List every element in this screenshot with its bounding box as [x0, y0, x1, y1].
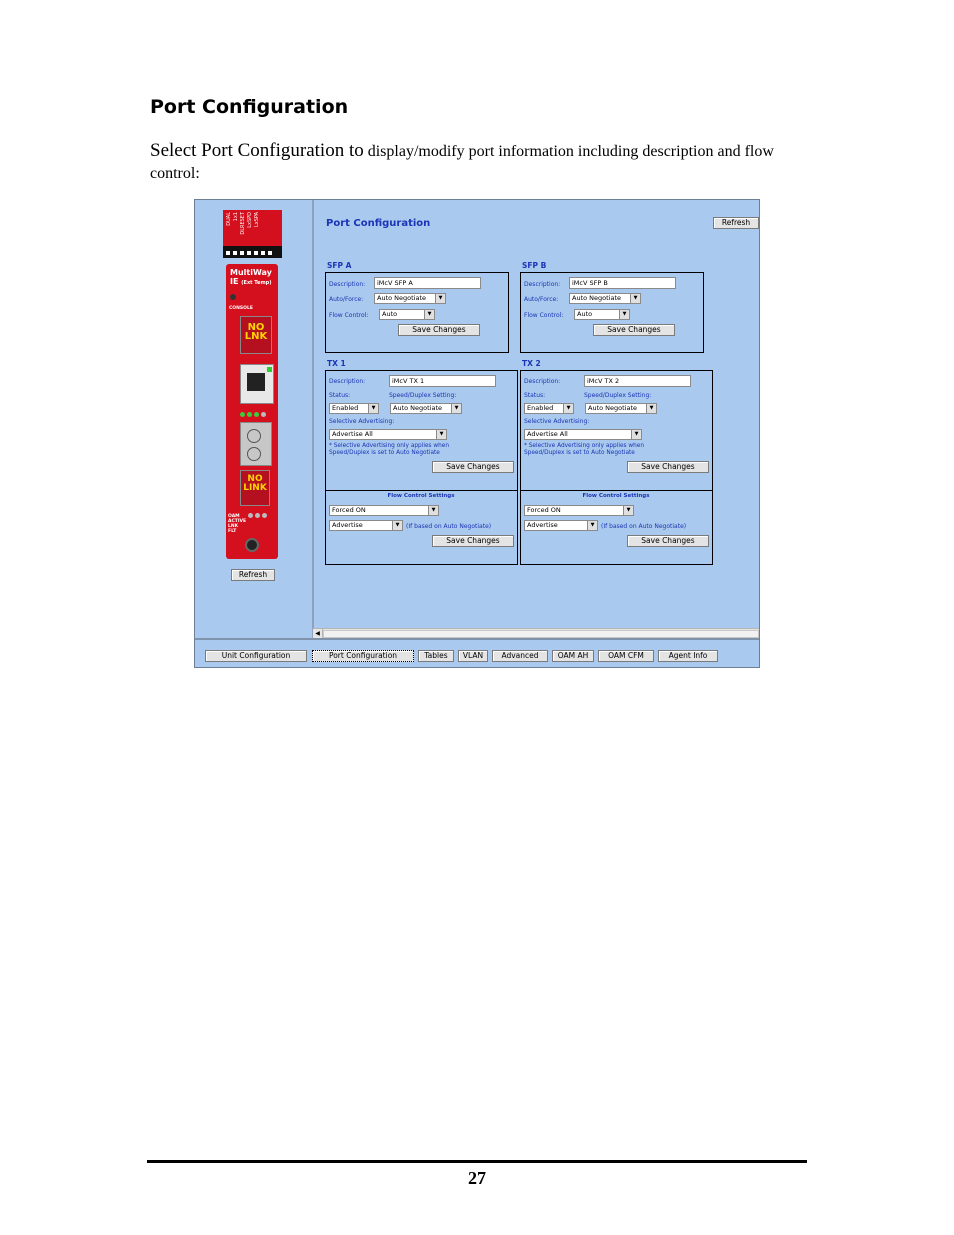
- model-sub: (Ext Temp): [241, 280, 272, 286]
- chevron-down-icon: ▼: [368, 404, 378, 413]
- dip-label-4: LxSPD: [247, 212, 253, 228]
- intro-paragraph: [150, 140, 810, 185]
- sfp-a-auto-label: Auto/Force:: [329, 296, 364, 303]
- intro-rest: display/modify port information including description and flow control:: [150, 143, 774, 182]
- refresh-button[interactable]: Refresh: [713, 217, 759, 229]
- device-frame: [195, 200, 314, 638]
- dip-label-3: DLRESET: [240, 212, 246, 235]
- status-led-icon: [261, 412, 266, 417]
- tx2-adv-select[interactable]: [524, 429, 642, 440]
- sfp-b-flow-label: Flow Control:: [524, 312, 564, 319]
- tx2-status-select[interactable]: [524, 403, 574, 414]
- tx2-desc-label: Description:: [524, 378, 561, 385]
- sfp-b-save-button[interactable]: Save Changes: [593, 324, 675, 336]
- sfp-a-flow-label: Flow Control:: [329, 312, 369, 319]
- lnk-label: LNK: [228, 524, 239, 529]
- tx1-divider: [326, 490, 517, 491]
- tx2-flow-value: Forced ON: [527, 506, 561, 514]
- chevron-down-icon: ▼: [451, 404, 461, 413]
- dip-switch-block: [223, 210, 282, 258]
- link-led-icon: [267, 367, 272, 372]
- oam-led-icon: [255, 513, 260, 518]
- tx1-speed-select[interactable]: [390, 403, 462, 414]
- dip-strip: [223, 246, 282, 258]
- tx2-save-button[interactable]: Save Changes: [627, 461, 709, 473]
- sfp-b-flow-value: Auto: [577, 310, 593, 318]
- chevron-down-icon: ▼: [392, 521, 402, 530]
- horizontal-scrollbar[interactable]: [313, 628, 759, 638]
- tx1-adv-label: Selective Advertising:: [329, 418, 395, 425]
- sfp-a-panel: [325, 272, 509, 353]
- page-heading: Port Configuration: [150, 96, 349, 118]
- tx2-speed-select[interactable]: [585, 403, 657, 414]
- tx2-panel: [520, 370, 713, 565]
- tx1-speed-value: Auto Negotiate: [393, 404, 443, 412]
- tx2-flow-save-button[interactable]: Save Changes: [627, 535, 709, 547]
- device-unit: [226, 264, 278, 559]
- port-config-frame: [313, 200, 759, 638]
- tx1-flow-adv-value: Advertise: [332, 521, 363, 529]
- tx2-flow-select[interactable]: [524, 505, 634, 516]
- tx1-flow-title: Flow Control Settings: [387, 493, 455, 499]
- sfp-b-desc-input[interactable]: iMcV SFP B: [569, 277, 676, 289]
- nav-oam-cfm[interactable]: OAM CFM: [598, 650, 654, 662]
- sfp-b-title: SFP B: [522, 261, 547, 270]
- dip-switch: [254, 251, 258, 255]
- oam-led-icon: [248, 513, 253, 518]
- chevron-down-icon: ▼: [587, 521, 597, 530]
- tx1-flow-adv-select[interactable]: [329, 520, 403, 531]
- web-ui-screenshot: [194, 199, 760, 668]
- tx2-desc-input[interactable]: iMcV TX 2: [584, 375, 691, 387]
- tx2-status-label: Status:: [524, 392, 546, 399]
- console-label: CONSOLE: [229, 306, 253, 311]
- oam-label: OAM: [228, 514, 240, 519]
- sfp-b-auto-value: Auto Negotiate: [572, 294, 622, 302]
- chevron-down-icon: ▼: [563, 404, 573, 413]
- sfp-a-lens-icon: [247, 429, 261, 443]
- tx2-speed-value: Auto Negotiate: [588, 404, 638, 412]
- sfp-b-panel: [520, 272, 704, 353]
- bottom-nav: [195, 638, 759, 668]
- tx2-flow-adv-note: (If based on Auto Negotiate): [601, 523, 687, 530]
- sfp-b-auto-select[interactable]: [569, 293, 641, 304]
- chevron-down-icon: ▼: [631, 430, 641, 439]
- thumbscrew-icon: [245, 538, 259, 552]
- tx2-flow-title: Flow Control Settings: [582, 493, 650, 499]
- nav-agent-info[interactable]: Agent Info: [658, 650, 718, 662]
- tx1-desc-input[interactable]: iMcV TX 1: [389, 375, 496, 387]
- tx1-speed-label: Speed/Duplex Setting:: [389, 392, 457, 399]
- sfp-a-auto-select[interactable]: [374, 293, 446, 304]
- tx1-adv-note: * Selective Advertising only applies when Speed/Duplex is set to Auto Negotiate: [329, 443, 450, 456]
- oam-labels: [228, 514, 246, 534]
- tx2-title: TX 2: [522, 359, 541, 368]
- dip-label-2: 1x1: [233, 212, 239, 222]
- nav-oam-ah[interactable]: OAM AH: [552, 650, 594, 662]
- model-line-2: IE: [230, 277, 239, 286]
- status-led-icon: [247, 412, 252, 417]
- sfp-a-title: SFP A: [327, 261, 352, 270]
- sfp-a-lens-icon: [247, 447, 261, 461]
- device-model: [230, 268, 272, 288]
- chevron-down-icon: ▼: [436, 430, 446, 439]
- sfp-a-desc-label: Description:: [329, 281, 366, 288]
- tx2-adv-label: Selective Advertising:: [524, 418, 590, 425]
- dip-switch: [268, 251, 272, 255]
- tx1-flow-adv-note: (If based on Auto Negotiate): [406, 523, 492, 530]
- nav-vlan[interactable]: VLAN: [458, 650, 488, 662]
- tx1-flow-select[interactable]: [329, 505, 439, 516]
- console-port-icon: [230, 294, 236, 300]
- chevron-down-icon: ▼: [630, 294, 640, 303]
- page-title: Port Configuration: [326, 218, 431, 229]
- model-line-1: MultiWay: [230, 268, 272, 277]
- sfp-b-auto-label: Auto/Force:: [524, 296, 559, 303]
- dip-label-1: DUAL: [226, 212, 232, 226]
- device-refresh-button[interactable]: Refresh: [231, 569, 275, 581]
- chevron-down-icon: ▼: [424, 310, 434, 319]
- dip-switch: [233, 251, 237, 255]
- tx2-divider: [521, 490, 712, 491]
- rj45-jack-icon: [247, 373, 265, 391]
- nav-port-configuration[interactable]: Port Configuration: [312, 650, 414, 662]
- tx1-status-label: Status:: [329, 392, 351, 399]
- nav-unit-configuration[interactable]: Unit Configuration: [205, 650, 307, 662]
- footer-rule: [147, 1160, 807, 1163]
- status-led-icon: [240, 412, 245, 417]
- sfp-b-port-nolink: NO LINK: [240, 470, 270, 506]
- tx2-flow-adv-select[interactable]: [524, 520, 598, 531]
- scrollbar-thumb[interactable]: [323, 630, 759, 638]
- flt-label: FLT: [228, 529, 237, 534]
- tx1-status-value: Enabled: [332, 404, 359, 412]
- chevron-down-icon: ▼: [623, 506, 633, 515]
- sfp-b-desc-label: Description:: [524, 281, 561, 288]
- tx1-flow-value: Forced ON: [332, 506, 366, 514]
- intro-lead: Select Port Configuration to: [150, 140, 364, 161]
- tx1-desc-label: Description:: [329, 378, 366, 385]
- chevron-down-icon: ▼: [428, 506, 438, 515]
- dip-switch: [247, 251, 251, 255]
- active-label: ACTIVE: [228, 519, 247, 524]
- tx2-port-rj45: [240, 364, 274, 404]
- tx1-adv-select[interactable]: [329, 429, 447, 440]
- page-number: 27: [468, 1168, 486, 1188]
- sfp-a-flow-value: Auto: [382, 310, 398, 318]
- tx1-save-button[interactable]: Save Changes: [432, 461, 514, 473]
- chevron-down-icon: ▼: [619, 310, 629, 319]
- tx1-flow-save-button[interactable]: Save Changes: [432, 535, 514, 547]
- sfp-a-save-button[interactable]: Save Changes: [398, 324, 480, 336]
- tx1-adv-value: Advertise All: [332, 430, 373, 438]
- tx1-port-nolink: NO LNK: [240, 316, 272, 354]
- tx1-title: TX 1: [327, 359, 346, 368]
- nav-advanced[interactable]: Advanced: [492, 650, 548, 662]
- tx2-status-value: Enabled: [527, 404, 554, 412]
- tx2-adv-value: Advertise All: [527, 430, 568, 438]
- chevron-down-icon: ▼: [646, 404, 656, 413]
- tx2-speed-label: Speed/Duplex Setting:: [584, 392, 652, 399]
- sfp-b-flow-select[interactable]: [574, 309, 630, 320]
- sfp-a-port: [240, 422, 272, 466]
- chevron-down-icon: ▼: [435, 294, 445, 303]
- status-led-icon: [254, 412, 259, 417]
- dip-switch: [240, 251, 244, 255]
- dip-label-5: LxSPA: [254, 212, 260, 228]
- dip-switch: [226, 251, 230, 255]
- nav-tables[interactable]: Tables: [418, 650, 454, 662]
- dip-switch: [261, 251, 265, 255]
- tx2-adv-note: * Selective Advertising only applies when Speed/Duplex is set to Auto Negotiate: [524, 443, 645, 456]
- scroll-left-arrow-icon[interactable]: ◀: [313, 629, 323, 638]
- sfp-a-auto-value: Auto Negotiate: [377, 294, 427, 302]
- sfp-a-desc-input[interactable]: iMcV SFP A: [374, 277, 481, 289]
- oam-led-icon: [262, 513, 267, 518]
- tx1-status-select[interactable]: [329, 403, 379, 414]
- sfp-a-flow-select[interactable]: [379, 309, 435, 320]
- tx2-flow-adv-value: Advertise: [527, 521, 558, 529]
- tx1-panel: [325, 370, 518, 565]
